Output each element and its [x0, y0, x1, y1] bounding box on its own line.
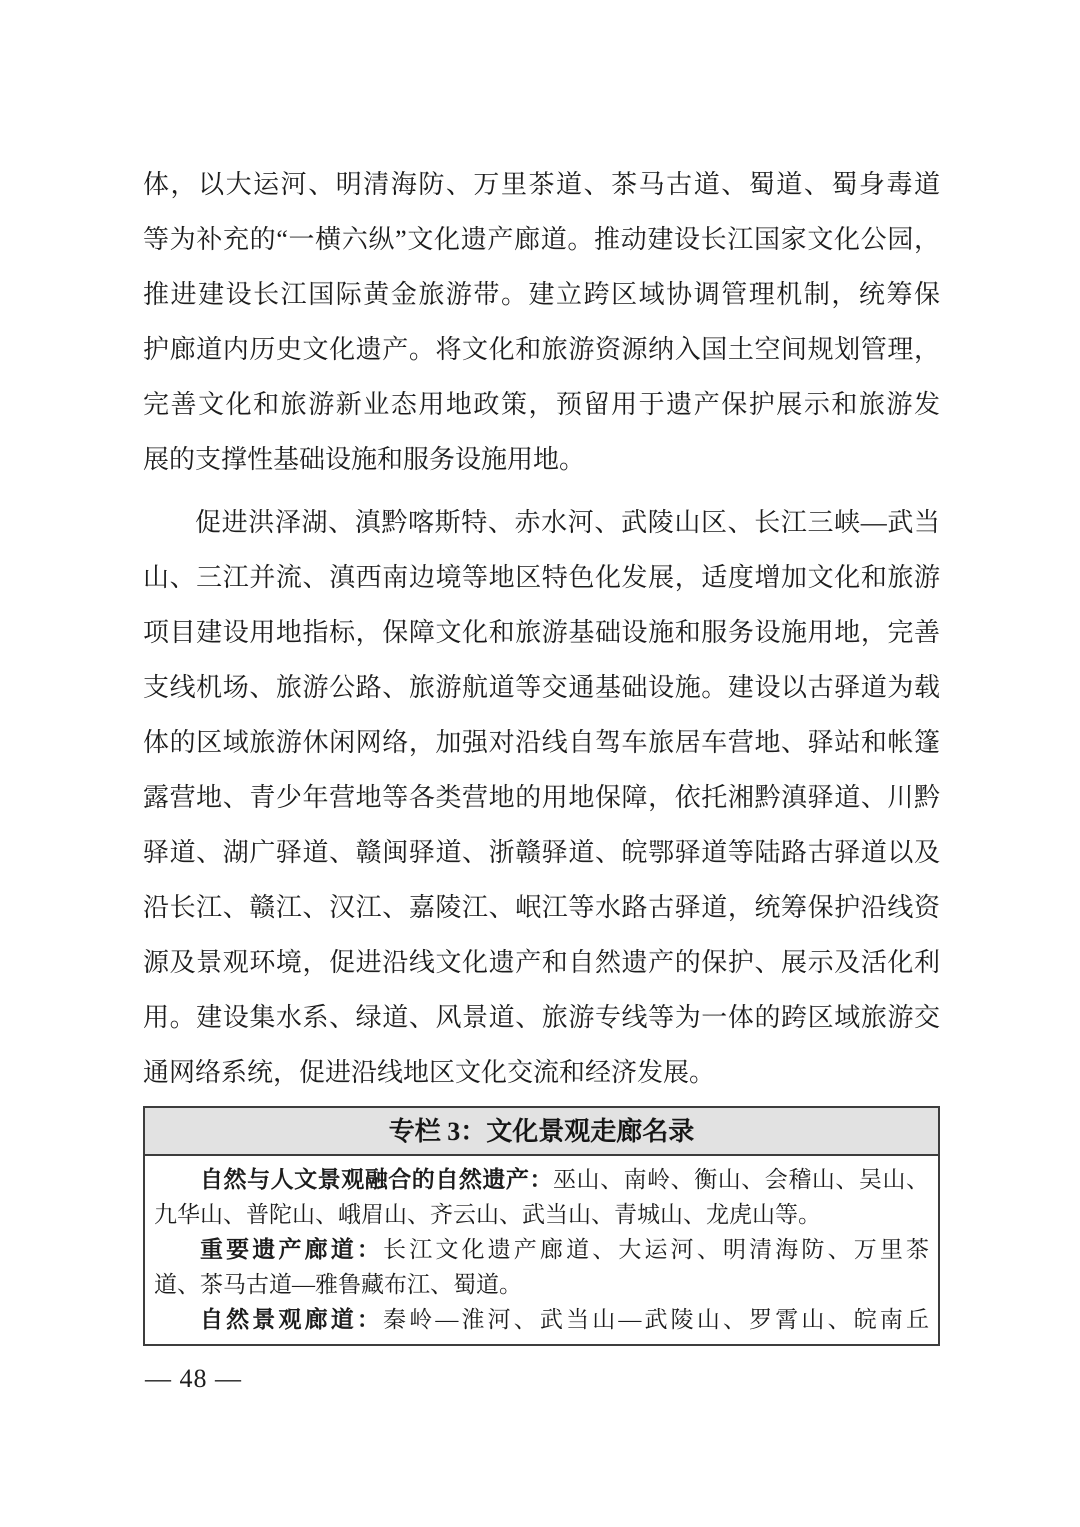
callout-box-body: [145, 1156, 938, 1344]
text-line: 护廊道内历史文化遗产。将文化和旅游资源纳入国土空间规划管理，: [143, 335, 940, 364]
text-line: 露营地、青少年营地等各类营地的用地保障，依托湘黔滇驿道、川黔: [143, 783, 940, 812]
text-line: 体，以大运河、明清海防、万里茶道、茶马古道、蜀道、蜀身毒道: [143, 170, 940, 199]
text-line: 展的支撑性基础设施和服务设施用地。: [143, 445, 586, 474]
body-paragraph-1: [143, 157, 940, 487]
text-line: 推进建设长江国际黄金旅游带。建立跨区域协调管理机制，统筹保: [143, 280, 940, 309]
box-text-line: 自然景观廊道：秦岭—淮河、武当山—武陵山、罗霄山、皖南丘: [200, 1307, 930, 1332]
body-paragraph-2: [143, 495, 940, 1100]
box-item-label: 自然景观廊道：: [200, 1307, 384, 1332]
text-line: 通网络系统，促进沿线地区文化交流和经济发展。: [143, 1058, 716, 1087]
text-line: 沿长江、赣江、汉江、嘉陵江、岷江等水路古驿道，统筹保护沿线资: [143, 893, 940, 922]
text-line: 源及景观环境，促进沿线文化遗产和自然遗产的保护、展示及活化利: [143, 948, 940, 977]
box-text-line: 自然与人文景观融合的自然遗产：巫山、南岭、衡山、会稽山、吴山、: [200, 1167, 930, 1192]
text-line: 体的区域旅游休闲网络，加强对沿线自驾车旅居车营地、驿站和帐篷: [143, 728, 940, 757]
text-line: 促进洪泽湖、滇黔喀斯特、赤水河、武陵山区、长江三峡—武当: [195, 508, 940, 537]
text-line: 等为补充的“一横六纵”文化遗产廊道。推动建设长江国家文化公园，: [143, 225, 940, 254]
box-item-label: 重要遗产廊道：: [200, 1237, 384, 1262]
text-line: 驿道、湖广驿道、赣闽驿道、浙赣驿道、皖鄂驿道等陆路古驿道以及: [143, 838, 940, 867]
box-text-line: 九华山、普陀山、峨眉山、齐云山、武当山、青城山、龙虎山等。: [154, 1202, 821, 1227]
text-line: 用。建设集水系、绿道、风景道、旅游专线等为一体的跨区域旅游交: [143, 1003, 940, 1032]
box-item-label: 自然与人文景观融合的自然遗产：: [200, 1167, 553, 1192]
text-line: 山、三江并流、滇西南边境等地区特色化发展，适度增加文化和旅游: [143, 563, 940, 592]
text-line: 支线机场、旅游公路、旅游航道等交通基础设施。建设以古驿道为载: [143, 673, 940, 702]
page-content: [143, 157, 940, 1346]
page-number: — 48 —: [145, 1364, 242, 1393]
text-line: 项目建设用地指标，保障文化和旅游基础设施和服务设施用地，完善: [143, 618, 940, 647]
box-text-line: 道、茶马古道—雅鲁藏布江、蜀道。: [154, 1272, 522, 1297]
callout-box-title: 专栏 3：文化景观走廊名录: [145, 1108, 938, 1156]
callout-box: [143, 1106, 940, 1346]
text-line: 完善文化和旅游新业态用地政策，预留用于遗产保护展示和旅游发: [143, 390, 940, 419]
box-text-line: 重要遗产廊道：长江文化遗产廊道、大运河、明清海防、万里茶: [200, 1237, 930, 1262]
